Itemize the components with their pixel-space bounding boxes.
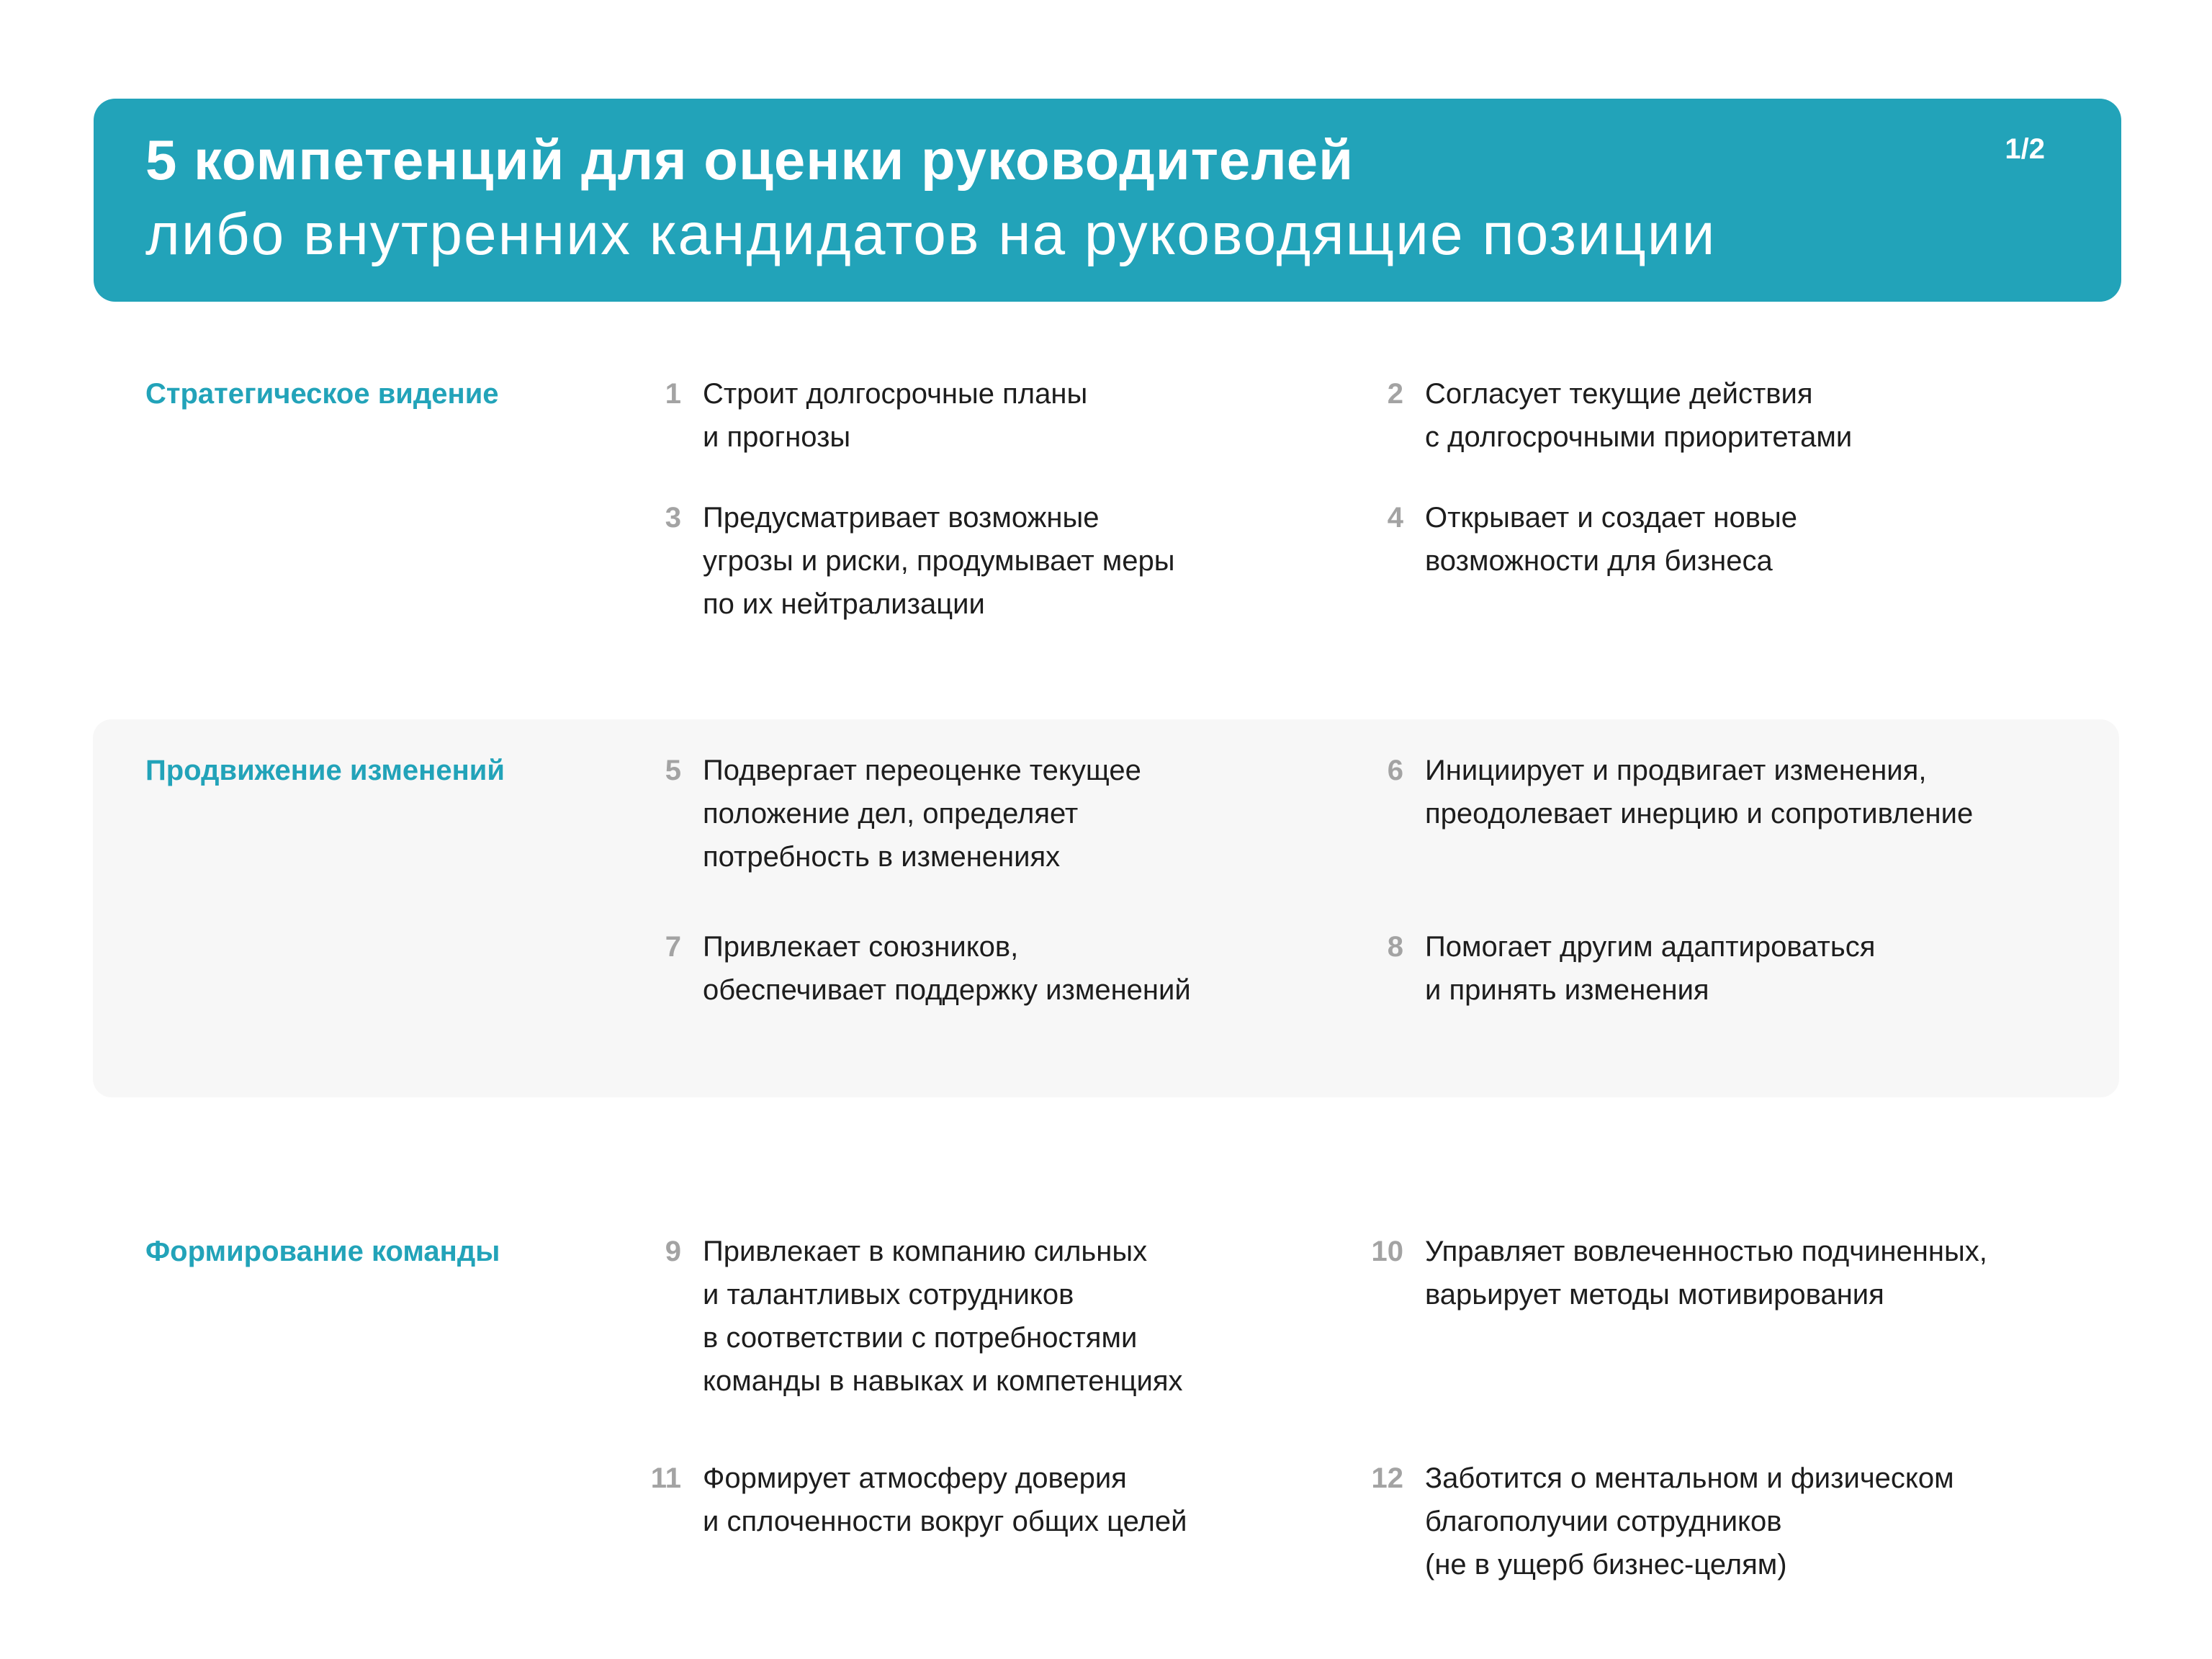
item-text: Согласует текущие действия с долгосрочными приоритетами <box>1425 378 1853 453</box>
competency-item <box>665 925 1191 1012</box>
item-number: 10 <box>1371 1236 1403 1267</box>
section-label: Продвижение изменений <box>145 755 505 786</box>
competency-item <box>1371 1457 1954 1586</box>
item-number: 5 <box>665 755 681 786</box>
item-number: 1 <box>665 378 681 410</box>
item-number: 12 <box>1371 1462 1403 1494</box>
page-title: 5 компетенций для оценки руководителей <box>145 128 1354 192</box>
item-text: Формирует атмосферу доверия и сплоченности вокруг общих целей <box>703 1462 1187 1537</box>
item-text: Инициирует и продвигает изменения, преодолевает инерцию и сопротивление <box>1425 755 1974 830</box>
competency-item <box>1387 372 1853 459</box>
competency-item <box>650 1457 1187 1543</box>
competency-item <box>665 496 1175 626</box>
item-text: Управляет вовлеченностью подчиненных, варьирует методы мотивирования <box>1425 1236 1987 1310</box>
section-label: Формирование команды <box>145 1236 500 1267</box>
section-label: Стратегическое видение <box>145 378 499 410</box>
item-text: Заботится о ментальном и физическом благополучии сотрудников (не в ущерб бизнес-целям) <box>1425 1462 1954 1581</box>
header-banner <box>94 99 2121 302</box>
item-number: 4 <box>1387 502 1403 534</box>
competency-item <box>665 372 1088 459</box>
page-subtitle: либо внутренних кандидатов на руководящие позиции <box>145 202 1717 267</box>
item-number: 7 <box>665 931 681 963</box>
item-text: Открывает и создает новые возможности для бизнеса <box>1425 502 1798 577</box>
item-text: Строит долгосрочные планы и прогнозы <box>703 378 1088 453</box>
item-text: Привлекает союзников, обеспечивает поддержку изменений <box>703 931 1191 1006</box>
competency-item <box>1371 1230 1987 1316</box>
item-number: 11 <box>650 1462 681 1494</box>
competency-item <box>665 1230 1183 1403</box>
item-text: Подвергает переоценке текущее положение дел, определяет потребность в изменениях <box>703 755 1141 873</box>
competency-item <box>665 749 1141 878</box>
item-number: 3 <box>665 502 681 534</box>
item-number: 8 <box>1387 931 1403 963</box>
item-text: Предусматривает возможные угрозы и риски, продумывает меры по их нейтрализации <box>703 502 1175 620</box>
item-number: 2 <box>1387 378 1403 410</box>
competency-item <box>1387 749 1974 835</box>
item-number: 6 <box>1387 755 1403 786</box>
competency-item <box>1387 925 1876 1012</box>
item-text: Помогает другим адаптироваться и принять изменения <box>1425 931 1876 1006</box>
competency-item <box>1387 496 1798 583</box>
page-number: 1/2 <box>2005 133 2045 165</box>
item-number: 9 <box>665 1236 681 1267</box>
item-text: Привлекает в компанию сильных и талантливых сотрудников в соответствии с потребностями команды в навыках и компетенциях <box>703 1236 1183 1397</box>
